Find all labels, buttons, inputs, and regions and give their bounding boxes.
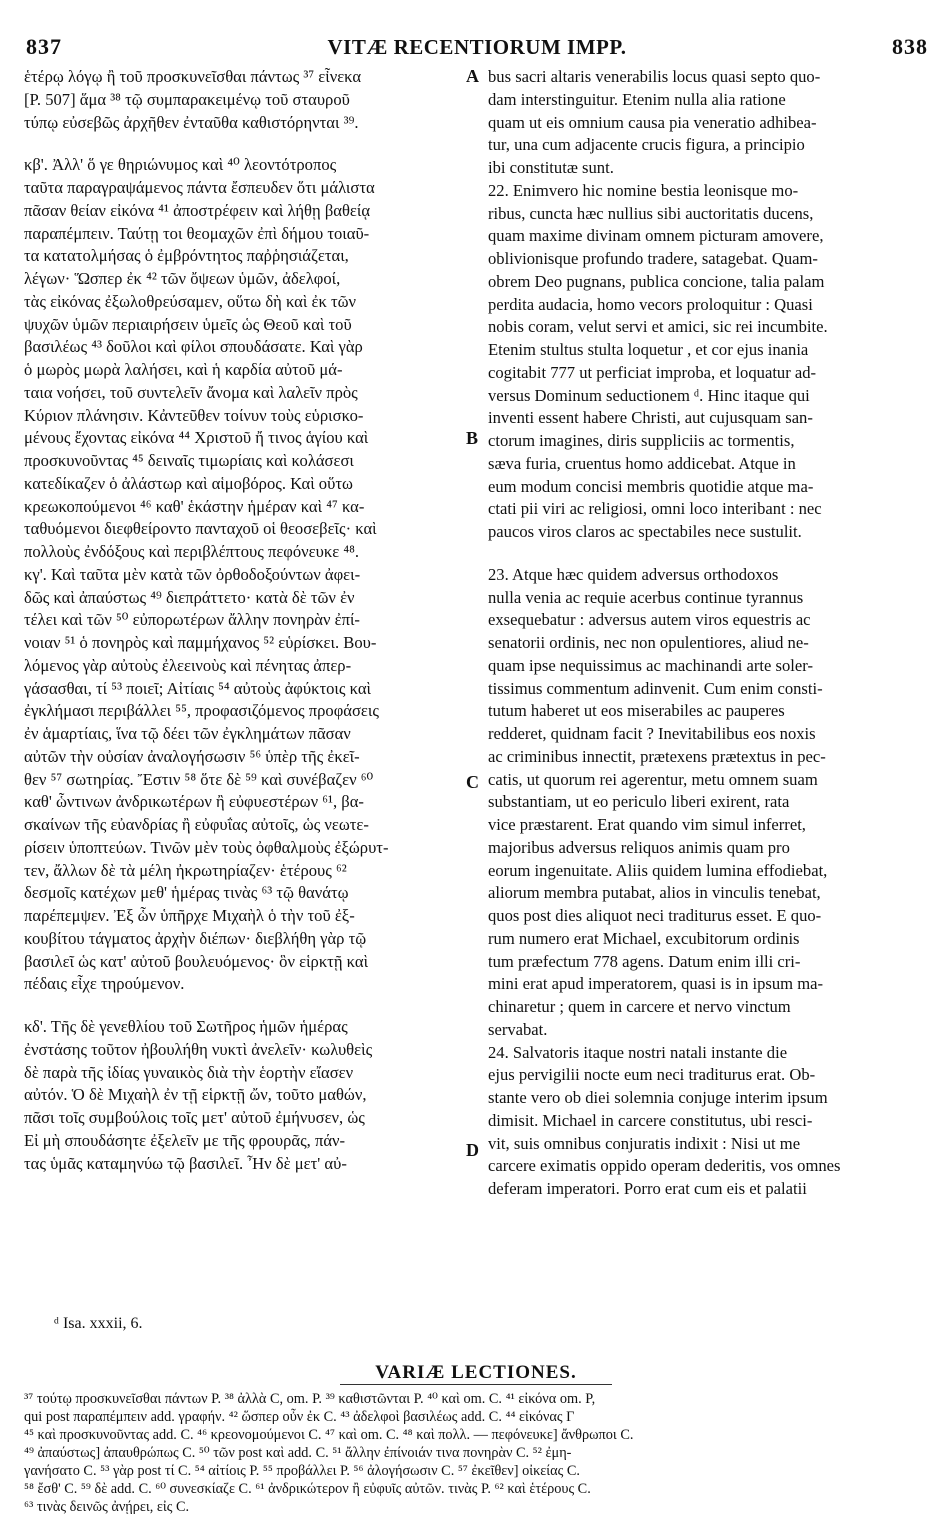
greek-text-line: τεν, ἄλλων δὲ τὰ μέλη ἠκρωτηρίαζεν· ἑτέρους ⁶² <box>24 860 347 880</box>
greek-text-line: θεν ⁵⁷ σωτηρίας. Ἔστιν ⁵⁸ ὅτε δὲ ⁵⁹ καὶ συνέβαζεν ⁶⁰ <box>24 769 374 789</box>
latin-text-line: paucos viros claros ac spectabiles nece sustulit. <box>488 522 802 541</box>
greek-text-line: αὐτόν. Ὁ δὲ Μιχαὴλ ἐν τῇ εἱρκτῇ ὤν, τοῦτο μαθών, <box>24 1085 367 1105</box>
greek-text-line: κρεωκοπούμενοι ⁴⁶ καθ' ἑκάστην ἡμέραν καὶ ⁴⁷ κα- <box>24 496 365 516</box>
paragraph-gap <box>488 544 922 564</box>
latin-text-line: rum numero erat Michael, excubitorum ordinis <box>488 928 800 948</box>
latin-text-line: quam maxime divinam omnem picturam amovere, <box>488 226 824 246</box>
latin-text-line: ctati pii viri ac religiosi, omni loco interibant : nec <box>488 499 822 519</box>
greek-text-line: τὰς εἰκόνας ἐξωλοθρεύσαμεν, οὕτω δὴ καὶ ἐκ τῶν <box>24 291 357 311</box>
greek-text-line: λέγων· Ὥσπερ ἐκ ⁴² τῶν ὄψεων ὑμῶν, ἀδελφοί, <box>24 269 341 288</box>
latin-text-line: 24. Salvatoris itaque nostri natali instante die <box>488 1042 788 1062</box>
greek-text-line: παραπέμπειν. Ταύτῃ τοι θεομαχῶν ἐπὶ δήμου τοιαῦ- <box>24 223 370 243</box>
greek-text-line: δεσμοῖς κατέχων μεθ' ἡμέρας τινὰς ⁶³ τῷ θανάτῳ <box>24 883 349 903</box>
latin-text-line: obrem Deo pugnans, publica concione, talia palam <box>488 271 825 291</box>
greek-text-line: δὲ παρὰ τῆς ἰδίας γυναικὸς διὰ τὴν ἑορτὴν εἴασεν <box>24 1062 354 1082</box>
latin-text-line: vit, suis omnibus conjuratis indixit : Nisi ut me <box>488 1133 801 1153</box>
latin-text-line: redderet, quidnam facit ? Inevitabilibus eos noxis <box>488 724 816 743</box>
latin-text-line: ejus pervigilii nocte eum neci traditurus erat. Ob- <box>488 1065 816 1085</box>
latin-column <box>488 66 922 1201</box>
margin-letter-a: A <box>466 66 479 86</box>
latin-text-line: chinaretur ; quem in carcere et nervo vinctum <box>488 997 791 1016</box>
greek-text-line: κουβίτου τάγματος ἀρχὴν διέπων· διεβλήθη γὰρ τῷ <box>24 928 367 948</box>
latin-text-line: ribus, cuncta hæc nullius sibi auctoritatis ducens, <box>488 203 814 223</box>
variant-reading-line: ⁴⁵ καὶ προσκυνοῦντας add. C. ⁴⁶ κρεονομούμενοι C. ⁴⁷ καὶ om. C. ⁴⁸ καὶ πολλ. — πεφόνευκε] ἄνθρωποι C. <box>24 1427 634 1443</box>
paragraph-gap <box>24 134 454 154</box>
latin-text-line: dimisit. Michael in carcere constitutus, ubi resci- <box>488 1110 813 1130</box>
latin-text-line: dam interstinguitur. Etenim nulla alia ratione <box>488 89 786 109</box>
latin-text-line: ibi constitutæ sunt. <box>488 158 614 177</box>
variant-reading-line: γανήσατο C. ⁵³ γὰρ post τί C. ⁵⁴ αἰτίοις P. ⁵⁵ προβάλλει P. ⁵⁶ ἀλογήσωσιν C. ⁵⁷ ἐκεῖθεν] οἰκείας C. <box>24 1463 580 1479</box>
latin-text-line: ac criminibus innectit, prætexens prætextus in pec- <box>488 746 826 766</box>
greek-text-line: ταια νοήσει, τοῦ συντελεῖν ἄνομα καὶ λαλεῖν πρὸς <box>24 382 358 402</box>
greek-text-line: δῶς καὶ ἀπαύστως ⁴⁹ διεπράττετο· κατὰ δὲ τῶν ἐν <box>24 587 355 607</box>
greek-text-line: βασιλέως ⁴³ δοῦλοι καὶ φίλοι σπουδάσατε. Καὶ γὰρ <box>24 337 363 357</box>
greek-text-line: πέδαις εἶχε τηρούμενον. <box>24 974 185 994</box>
greek-text-line: μένους ἔχοντας εἰκόνα ⁴⁴ Χριστοῦ ἤ τινος ἁγίου καὶ <box>24 428 369 448</box>
greek-text-line: καθ' ὧντινων ἀνδρικωτέρων ἢ εὐφυεστέρων ⁶¹, βα- <box>24 792 364 812</box>
greek-text-line: κδ'. Τῆς δὲ γενεθλίου τοῦ Σωτῆρος ἡμῶν ἡμέρας <box>24 1017 348 1036</box>
latin-text-line: sæva furia, cruentus homo addicebat. Atque in <box>488 453 796 473</box>
latin-text-line: perdita audacia, homo vecors proloquitur : Quasi <box>488 294 813 314</box>
greek-text-line: λόμενος γὰρ αὐτοὺς ἐλεεινοὺς καὶ πένητας ἀπερ- <box>24 655 352 675</box>
greek-text-line: παρέπεμψεν. Ἐξ ὧν ὑπῆρχε Μιχαὴλ ὁ τὴν τοῦ ἐξ- <box>24 906 355 925</box>
variae-lectiones-title: VARIÆ LECTIONES. <box>375 1362 577 1383</box>
greek-text-line: ψυχῶν ὑμῶν περιαιρήσειν ὑμεῖς ὡς Θεοῦ καὶ τοῦ <box>24 314 352 334</box>
footnote: ᵈ Isa. xxxii, 6. <box>54 1315 143 1332</box>
greek-text-line: πᾶσαν θείαν εἰκόνα ⁴¹ ἀποστρέφειν καὶ λήθῃ βαθείᾳ <box>24 200 371 220</box>
greek-text-line: κγ'. Καὶ ταῦτα μὲν κατὰ τῶν ὀρθοδοξούντων ἀφει- <box>24 564 361 584</box>
latin-text-line: catis, ut quorum rei agerentur, metu omnem suam <box>488 769 818 789</box>
margin-letter-c: C <box>466 772 479 792</box>
latin-text-line: substantiam, ut eo periculo liberi exirent, rata <box>488 792 790 812</box>
latin-text-line: eorum ingenuitate. Aliis quidem lumina effodiebat, <box>488 860 828 880</box>
latin-text-line: nobis coram, velut servi et amici, sic rei incumbite. <box>488 317 828 337</box>
latin-text-line: tutum haberet ut eos miserabiles ac pauperes <box>488 701 785 721</box>
latin-text-line: stante vero ob diei solemnia conjuge interim ipsum <box>488 1088 828 1107</box>
latin-text-line: eum modum concisi membris quotidie atque ma- <box>488 476 814 496</box>
latin-text-line: majoribus adversus reliquos animis quam pro <box>488 837 790 857</box>
latin-text-line: senatorii ordinis, nec non opulentiores, aliud ne- <box>488 633 809 652</box>
latin-text-line: exsequebatur : adversus autem viros equestris ac <box>488 610 811 630</box>
greek-text-line: πολλοὺς ἐνδόξους καὶ περιβλέπτους πεφόνευκε ⁴⁸. <box>24 542 360 561</box>
greek-text-line: κβ'. Ἀλλ' ὅ γε θηριώνυμος καὶ ⁴⁰ λεοντότροπος <box>24 155 337 175</box>
latin-text-line: tur, una cum adjacente crucis figura, a principio <box>488 135 805 155</box>
variant-reading-line: ⁶³ τινὰς δεινῶς ἀνῄρει, εἰς C. <box>24 1499 190 1515</box>
greek-text-line: πᾶσι τοῖς συμβούλοις τοῖς μετ' αὐτοῦ ἐμήνυσεν, ὡς <box>24 1108 365 1127</box>
latin-text-line: quam ipse nequissimus ac machinandi arte soler- <box>488 655 813 675</box>
greek-text-line: ταθυόμενοι διεφθείροντο πανταχοῦ οἱ θεοσεβεῖς· καὶ <box>24 519 377 539</box>
latin-text-line: versus Dominum seductionem ᵈ. Hinc itaque qui <box>488 385 810 405</box>
margin-letter-d: D <box>466 1140 479 1160</box>
title-rule <box>340 1384 612 1385</box>
latin-text-line: 23. Atque hæc quidem adversus orthodoxos <box>488 564 779 584</box>
latin-text-line: carcere eximatis oppido operam dederitis, vos omnes <box>488 1156 841 1176</box>
latin-text-line: ctorum imagines, diris suppliciis ac tormentis, <box>488 431 795 450</box>
greek-text-line: γάσασθαι, τί ⁵³ ποιεῖ; Αἰτίαις ⁵⁴ αὐτοὺς ἀφύκτοις καὶ <box>24 678 371 698</box>
latin-text-line: quos post dies aliquot neci traditurus esset. E quo- <box>488 906 822 925</box>
variant-reading-line: ⁵⁸ ἔσθ' C. ⁵⁹ δὲ add. C. ⁶⁰ συνεσκίαζε C. ⁶¹ ἀνδρικώτερον ἢ εὐφυῖς αὐτῶν. τινὰς P. ⁶² καὶ ἑτέρους C. <box>24 1481 591 1497</box>
running-title: VITÆ RECENTIORUM IMPP. <box>327 35 627 59</box>
left-page-number: 837 <box>26 34 62 59</box>
variant-reading-line: ³⁷ τούτῳ προσκυνεῖσθαι πάντων P. ³⁸ ἀλλὰ C, om. P. ³⁹ καθιστῶνται P. ⁴⁰ καὶ om. C. ⁴¹ εἰκόνα om. P, <box>24 1391 596 1407</box>
greek-text-line: τα κατατολμήσας ὁ ἐμβρόντητος παῤῥησιάζεται, <box>24 246 349 266</box>
greek-text-line: τέλει καὶ τῶν ⁵⁰ εὐπορωτέρων ἄλλην πονηρὰν ἐπί- <box>24 610 360 630</box>
margin-letter-b: B <box>466 428 479 448</box>
latin-text-line: cogitabit 777 ut perficiat improba, et loquatur ad- <box>488 362 817 382</box>
greek-text-line: ἐνστάσης τοῦτον ἠβουλήθη νυκτὶ ἀνελεῖν· κωλυθεὶς <box>24 1039 373 1059</box>
latin-text-line: Etenim stultus stulta loquetur , et cor ejus inania <box>488 340 809 359</box>
latin-text-line: tum præfectum 778 agens. Datum enim illi cri- <box>488 951 801 971</box>
greek-text-line: βασιλεῖ ὡς κατ' αὐτοῦ βουλευόμενος· ὃν εἱρκτῇ καὶ <box>24 951 369 971</box>
latin-text-line: mini erat apud imperatorem, quasi is in ipsum ma- <box>488 974 824 994</box>
greek-text-line: προσκυνοῦντας ⁴⁵ δειναῖς τιμωρίαις καὶ κολάσεσι <box>24 451 354 470</box>
latin-text-line: vice præstarent. Erat quando vim simul inferret, <box>488 815 806 834</box>
latin-text-line: aliorum membra putabat, alios in vinculis tenebat, <box>488 883 821 903</box>
variant-reading-line: ⁴⁹ ἀπαύστως] ἀπαυθρώπως C. ⁵⁰ τῶν post καὶ add. C. ⁵¹ ἄλλην ἐπίνοιάν τινα πονηρὰν C. ⁵² ἐμη- <box>24 1445 572 1461</box>
paragraph-gap <box>24 996 454 1016</box>
latin-text-line: oblivionisque profundo tradere, satagebat. Quam- <box>488 249 818 268</box>
latin-text-line: nulla venia ac requie acerbus continue tyrannus <box>488 587 804 607</box>
greek-text-line: ὁ μωρὸς μωρὰ λαλήσει, καὶ ἡ καρδία αὐτοῦ μά- <box>24 360 343 379</box>
greek-text-line: τας ὑμᾶς καταμηνύω τῷ βασιλεῖ. Ἦν δὲ μετ' αὐ- <box>24 1153 347 1173</box>
greek-text-line: νοιαν ⁵¹ ὁ πονηρὸς καὶ παμμήχανος ⁵² εὑρίσκει. Βου- <box>24 633 377 652</box>
greek-text-line: Εἰ μὴ σπουδάσητε ἐξελεῖν με τῆς φρουρᾶς, πάν- <box>24 1130 346 1150</box>
greek-text-line: τύπῳ εὐσεβῶς ἀρχῆθεν ἐνταῦθα καθιστόρηνται ³⁹. <box>24 112 359 132</box>
greek-text-line: [P. 507] ἅμα ³⁸ τῷ συμπαρακειμένῳ τοῦ σταυροῦ <box>24 89 350 109</box>
greek-text-line: ἐν ἁμαρτίαις, ἵνα τῷ δέει τῶν ἐγκλημάτων πᾶσαν <box>24 724 351 743</box>
greek-text-line: ἑτέρῳ λόγῳ ἢ τοῦ προσκυνεῖσθαι πάντως ³⁷ εἶνεκα <box>24 67 362 86</box>
latin-text-line: servabat. <box>488 1019 548 1039</box>
greek-text-line: κατεδίκαζεν ὁ ἀλάστωρ καὶ αἱμοβόρος. Καὶ οὕτω <box>24 473 353 493</box>
latin-text-line: deferam imperatori. Porro erat cum eis et palatii <box>488 1179 807 1198</box>
variant-reading-line: qui post παραπέμπειν add. γραφήν. ⁴² ὥσπερ οὖν ἐκ C. ⁴³ ἀδελφοὶ βασιλέως add. C. ⁴⁴ εἰκόνας Γ <box>24 1409 575 1425</box>
variae-lectiones <box>24 1390 924 1516</box>
latin-text-line: tissimus commentum adinvenit. Cum enim consti- <box>488 678 823 698</box>
right-page-number: 838 <box>892 34 928 59</box>
greek-text-line: ρίσειν ὑποπτεύων. Τινῶν μὲν τοὺς ὀφθαλμοὺς ἐξώρυτ- <box>24 837 389 857</box>
latin-text-line: quam ut eis omnium causa pia veneratio adhibea- <box>488 112 817 132</box>
latin-text-line: inventi essent habere Christi, aut cujusquam san- <box>488 408 813 428</box>
running-header <box>26 34 928 58</box>
greek-column <box>24 66 454 1175</box>
latin-text-line: bus sacri altaris venerabilis locus quasi septo quo- <box>488 67 821 86</box>
latin-text-line: 22. Enimvero hic nomine bestia leonisque mo- <box>488 180 799 200</box>
greek-text-line: Κύριον πλάνησιν. Κἀντεῦθεν τοίνυν τοὺς εὑρισκο- <box>24 405 364 425</box>
greek-text-line: σκαίνων τῆς εὐανδρίας ἢ εὐφυΐας αὐτοῖς, ὡς νεωτε- <box>24 815 369 834</box>
greek-text-line: ταῦτα παραγραψάμενος πάντα ἔσπευδεν ὅτι μάλιστα <box>24 178 375 197</box>
greek-text-line: αὐτῶν τὴν οὐσίαν ἀναλογήσωσιν ⁵⁶ ὑπὲρ τῆς ἐκεῖ- <box>24 746 360 766</box>
greek-text-line: ἐγκλήμασι περιβάλλει ⁵⁵, προφασιζόμενος προφάσεις <box>24 701 379 721</box>
